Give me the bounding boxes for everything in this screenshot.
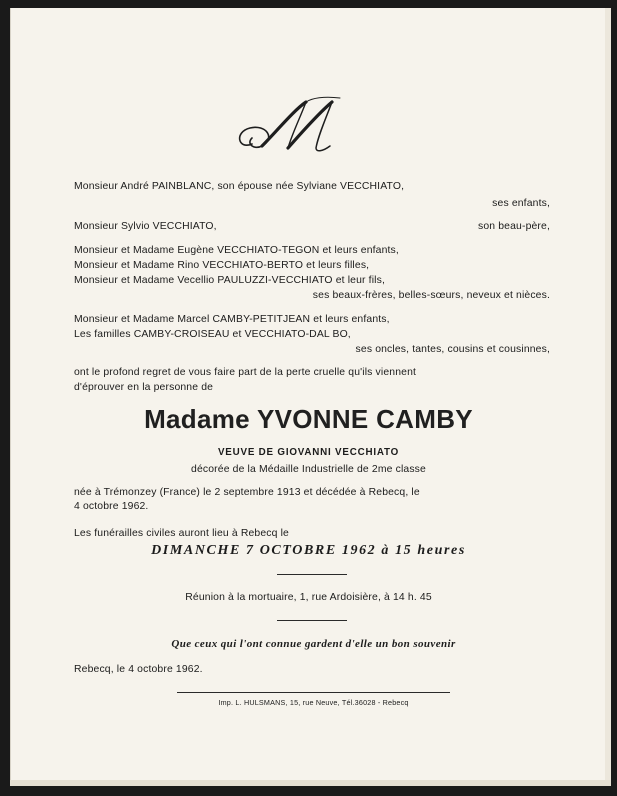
family-line-sylvio: Monsieur Sylvio VECCHIATO, <box>74 221 217 232</box>
paper-edge-right <box>605 8 611 780</box>
divider-rule-1 <box>277 574 347 575</box>
birth-death-line-2: 4 octobre 1962. <box>74 501 149 512</box>
paper-edge-bottom <box>10 780 611 786</box>
deceased-decoration: décorée de la Médaille Industrielle de 2me classe <box>191 464 426 475</box>
intro-line-1: ont le profond regret de vous faire part de la perte cruelle qu'ils viennent <box>74 367 417 378</box>
reunion-notice: Réunion à la mortuaire, 1, rue Ardoisière, à 14 h. 45 <box>185 592 432 603</box>
funeral-date: DIMANCHE 7 OCTOBRE 1962 à 15 heures <box>151 543 466 558</box>
family-line-berto: Monsieur et Madame Rino VECCHIATO-BERTO et leurs filles, <box>74 260 370 271</box>
printer-rule <box>177 692 450 693</box>
family-line-pauluzzi: Monsieur et Madame Vecellio PAULUZZI-VECCHIATO et leur fils, <box>74 275 386 286</box>
souvenir-line: Que ceux qui l'ont connue gardent d'elle un bon souvenir <box>171 638 456 650</box>
role-oncles-tantes: ses oncles, tantes, cousins et cousinnes, <box>355 344 550 355</box>
family-line-camby-petitjean: Monsieur et Madame Marcel CAMBY-PETITJEAN et leurs enfants, <box>74 314 390 325</box>
place-and-date: Rebecq, le 4 octobre 1962. <box>74 664 203 675</box>
family-line-tegon: Monsieur et Madame Eugène VECCHIATO-TEGON et leurs enfants, <box>74 245 399 256</box>
role-ses-enfants: ses enfants, <box>492 198 550 209</box>
role-beau-pere: son beau-père, <box>478 221 550 232</box>
monogram-m-emblem <box>232 92 350 162</box>
deceased-name: Madame YVONNE CAMBY <box>144 404 473 434</box>
family-line-painblanc: Monsieur André PAINBLANC, son épouse née Sylviane VECCHIATO, <box>74 181 405 192</box>
divider-rule-2 <box>277 620 347 621</box>
family-line-familles: Les familles CAMBY-CROISEAU et VECCHIATO-DAL BO, <box>74 329 351 340</box>
deceased-widow-of: VEUVE DE GIOVANNI VECCHIATO <box>217 447 400 458</box>
role-beaux-freres: ses beaux-frères, belles-sœurs, neveux et nièces. <box>312 290 550 301</box>
printer-imprint: Imp. L. HULSMANS, 15, rue Neuve, Tél.36028 - Rebecq <box>218 698 409 707</box>
funeral-intro: Les funérailles civiles auront lieu à Rebecq le <box>74 528 289 539</box>
birth-death-line-1: née à Trémonzey (France) le 2 septembre 1913 et décédée à Rebecq, le <box>74 487 420 498</box>
intro-line-2: d'éprouver en la personne de <box>74 382 214 393</box>
